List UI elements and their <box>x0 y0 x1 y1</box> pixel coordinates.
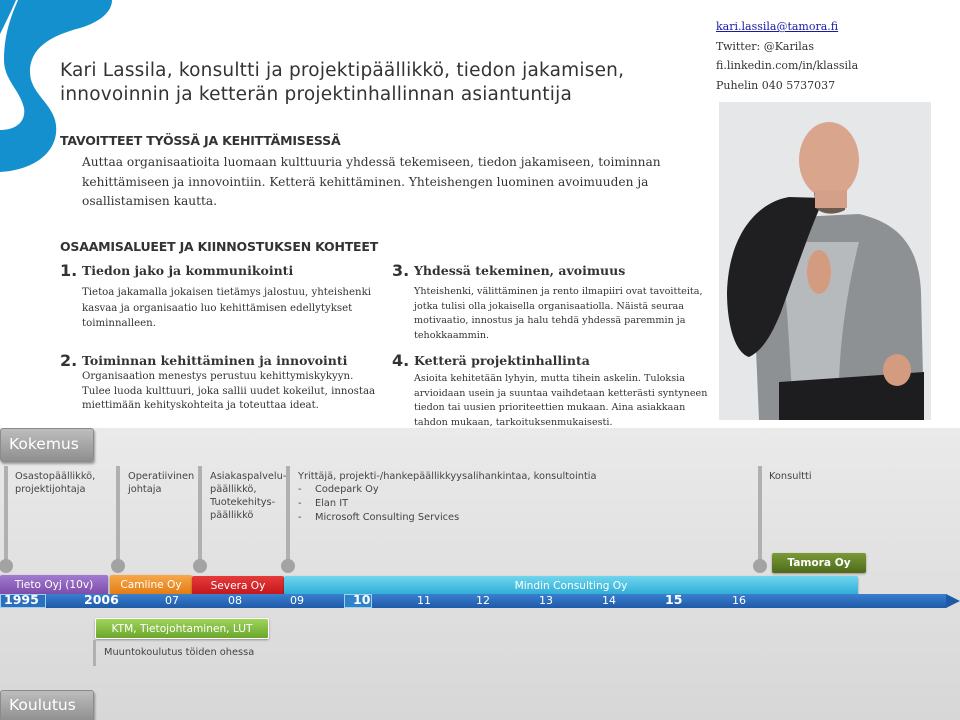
email-link[interactable]: kari.lassila@tamora.fi <box>716 20 839 33</box>
role-text: Operatiivinen johtaja <box>128 471 195 495</box>
area-number: 3. <box>392 261 410 280</box>
twitter-handle: Twitter: @Karilas <box>716 39 814 53</box>
timeline-marker-knob <box>193 559 207 573</box>
year-label: 10 <box>353 592 371 607</box>
year-label: 13 <box>539 594 553 607</box>
page-title: Kari Lassila, konsultti ja projektipäällikkö, tiedon jakamisen, innovoinnin ja ketterän projektinhallinnan asiantuntija <box>60 60 625 105</box>
goals-heading: TAVOITTEET TYÖSSÄ JA KEHITTÄMISESSÄ <box>60 133 341 148</box>
company-bar: Camline Oy <box>110 575 192 595</box>
role-list-item: Codepark Oy <box>315 484 379 495</box>
year-label: 11 <box>417 594 431 607</box>
year-label: 1995 <box>4 592 39 607</box>
area-number: 4. <box>392 351 410 370</box>
year-label: 07 <box>165 594 179 607</box>
area-text: Asioita kehitetään lyhyin, mutta tihein askelin. Tuloksia arvioidaan usein ja suuntaa vaihdetaan ketterästi syntyneen tiedon tai uusien prioriteettien mukaan. Aina asiakkaan tahdon mukaan, tarkoituksenmukaisesti. <box>414 373 708 428</box>
timeline-marker-knob <box>111 559 125 573</box>
timeline-marker-knob <box>753 559 767 573</box>
company-bar: Severa Oy <box>192 576 284 596</box>
timeline-marker <box>4 466 8 566</box>
education-marker <box>93 640 96 666</box>
role-text: Asiakaspalvelu-päällikkö, Tuotekehitys-päällikkö <box>210 471 287 521</box>
education-bar: KTM, Tietojohtaminen, LUT <box>95 618 269 639</box>
role-text: Osastopäällikkö, projektijohtaja <box>15 471 96 495</box>
role-list: - Codepark Oy - Elan IT - Microsoft Consulting Services <box>298 484 460 523</box>
experience-tab: Kokemus <box>0 428 94 462</box>
education-tab: Koulutus <box>0 690 94 720</box>
company-bar: Mindin Consulting Oy <box>284 576 858 596</box>
year-label: 15 <box>665 592 683 607</box>
area-title: Toiminnan kehittäminen ja innovointi <box>82 353 348 368</box>
timeline-marker-knob <box>281 559 295 573</box>
timeline-marker <box>116 466 120 566</box>
year-axis <box>0 594 946 608</box>
area-title: Ketterä projektinhallinta <box>414 353 590 368</box>
year-label: 16 <box>732 594 746 607</box>
area-text: Organisaation menestys perustuu kehittymiskykyyn. Tulee luoda kulttuuri, joka sallii uudet kokeilut, innostaa miettimään kehityskohteita ja toteuttaa ideat. <box>82 371 376 411</box>
role-list-item: Elan IT <box>315 498 349 509</box>
areas-heading: OSAAMISALUEET JA KIINNOSTUKSEN KOHTEET <box>60 239 379 254</box>
role-text: Yrittäjä, projekti-/hankepäällikkyysalihankintaa, konsultointia <box>298 471 597 482</box>
area-number: 2. <box>60 351 78 370</box>
area-number: 1. <box>60 261 78 280</box>
area-text: Tietoa jakamalla jokaisen tietämys jalostuu, yhteishenki kasvaa ja organisaatio luo kehittämisen edellytykset toiminnalleen. <box>82 287 372 329</box>
year-label: 12 <box>476 594 490 607</box>
area-text: Yhteishenki, välittäminen ja rento ilmapiiri ovat tavoitteita, jotka tulisi olla jokaisella organisaatiolla. Näistä seuraa motivaatio, innostus ja halu tehdä yhdessä paremmin ja tehokkaammin. <box>414 286 703 341</box>
company-bar: Tamora Oy <box>772 553 866 573</box>
phone-number: Puhelin 040 5737037 <box>716 78 836 92</box>
company-bar: Tieto Oyj (10v) <box>0 575 108 595</box>
linkedin-url: fi.linkedin.com/in/klassila <box>716 59 859 72</box>
year-label: 08 <box>228 594 242 607</box>
year-label: 2006 <box>84 592 119 607</box>
area-title: Yhdessä tekeminen, avoimuus <box>414 263 626 278</box>
timeline-marker <box>758 466 762 566</box>
role-list-item: Microsoft Consulting Services <box>315 512 460 523</box>
area-title: Tiedon jako ja kommunikointi <box>82 263 294 278</box>
goals-text: Auttaa organisaatioita luomaan kulttuuria yhdessä tekemiseen, tiedon jakamiseen, toiminnan kehittämiseen ja innovointiin. Ketterä kehittäminen. Yhteishengen luominen avoimuuden ja osallistamisen kautta. <box>82 155 661 208</box>
education-note: Muuntokoulutus töiden ohessa <box>104 647 255 658</box>
year-label: 14 <box>602 594 616 607</box>
axis-arrow <box>946 594 960 608</box>
portrait-photo <box>719 102 931 420</box>
year-label: 09 <box>290 594 304 607</box>
contact-info <box>716 17 858 95</box>
role-text: Konsultti <box>769 471 812 482</box>
